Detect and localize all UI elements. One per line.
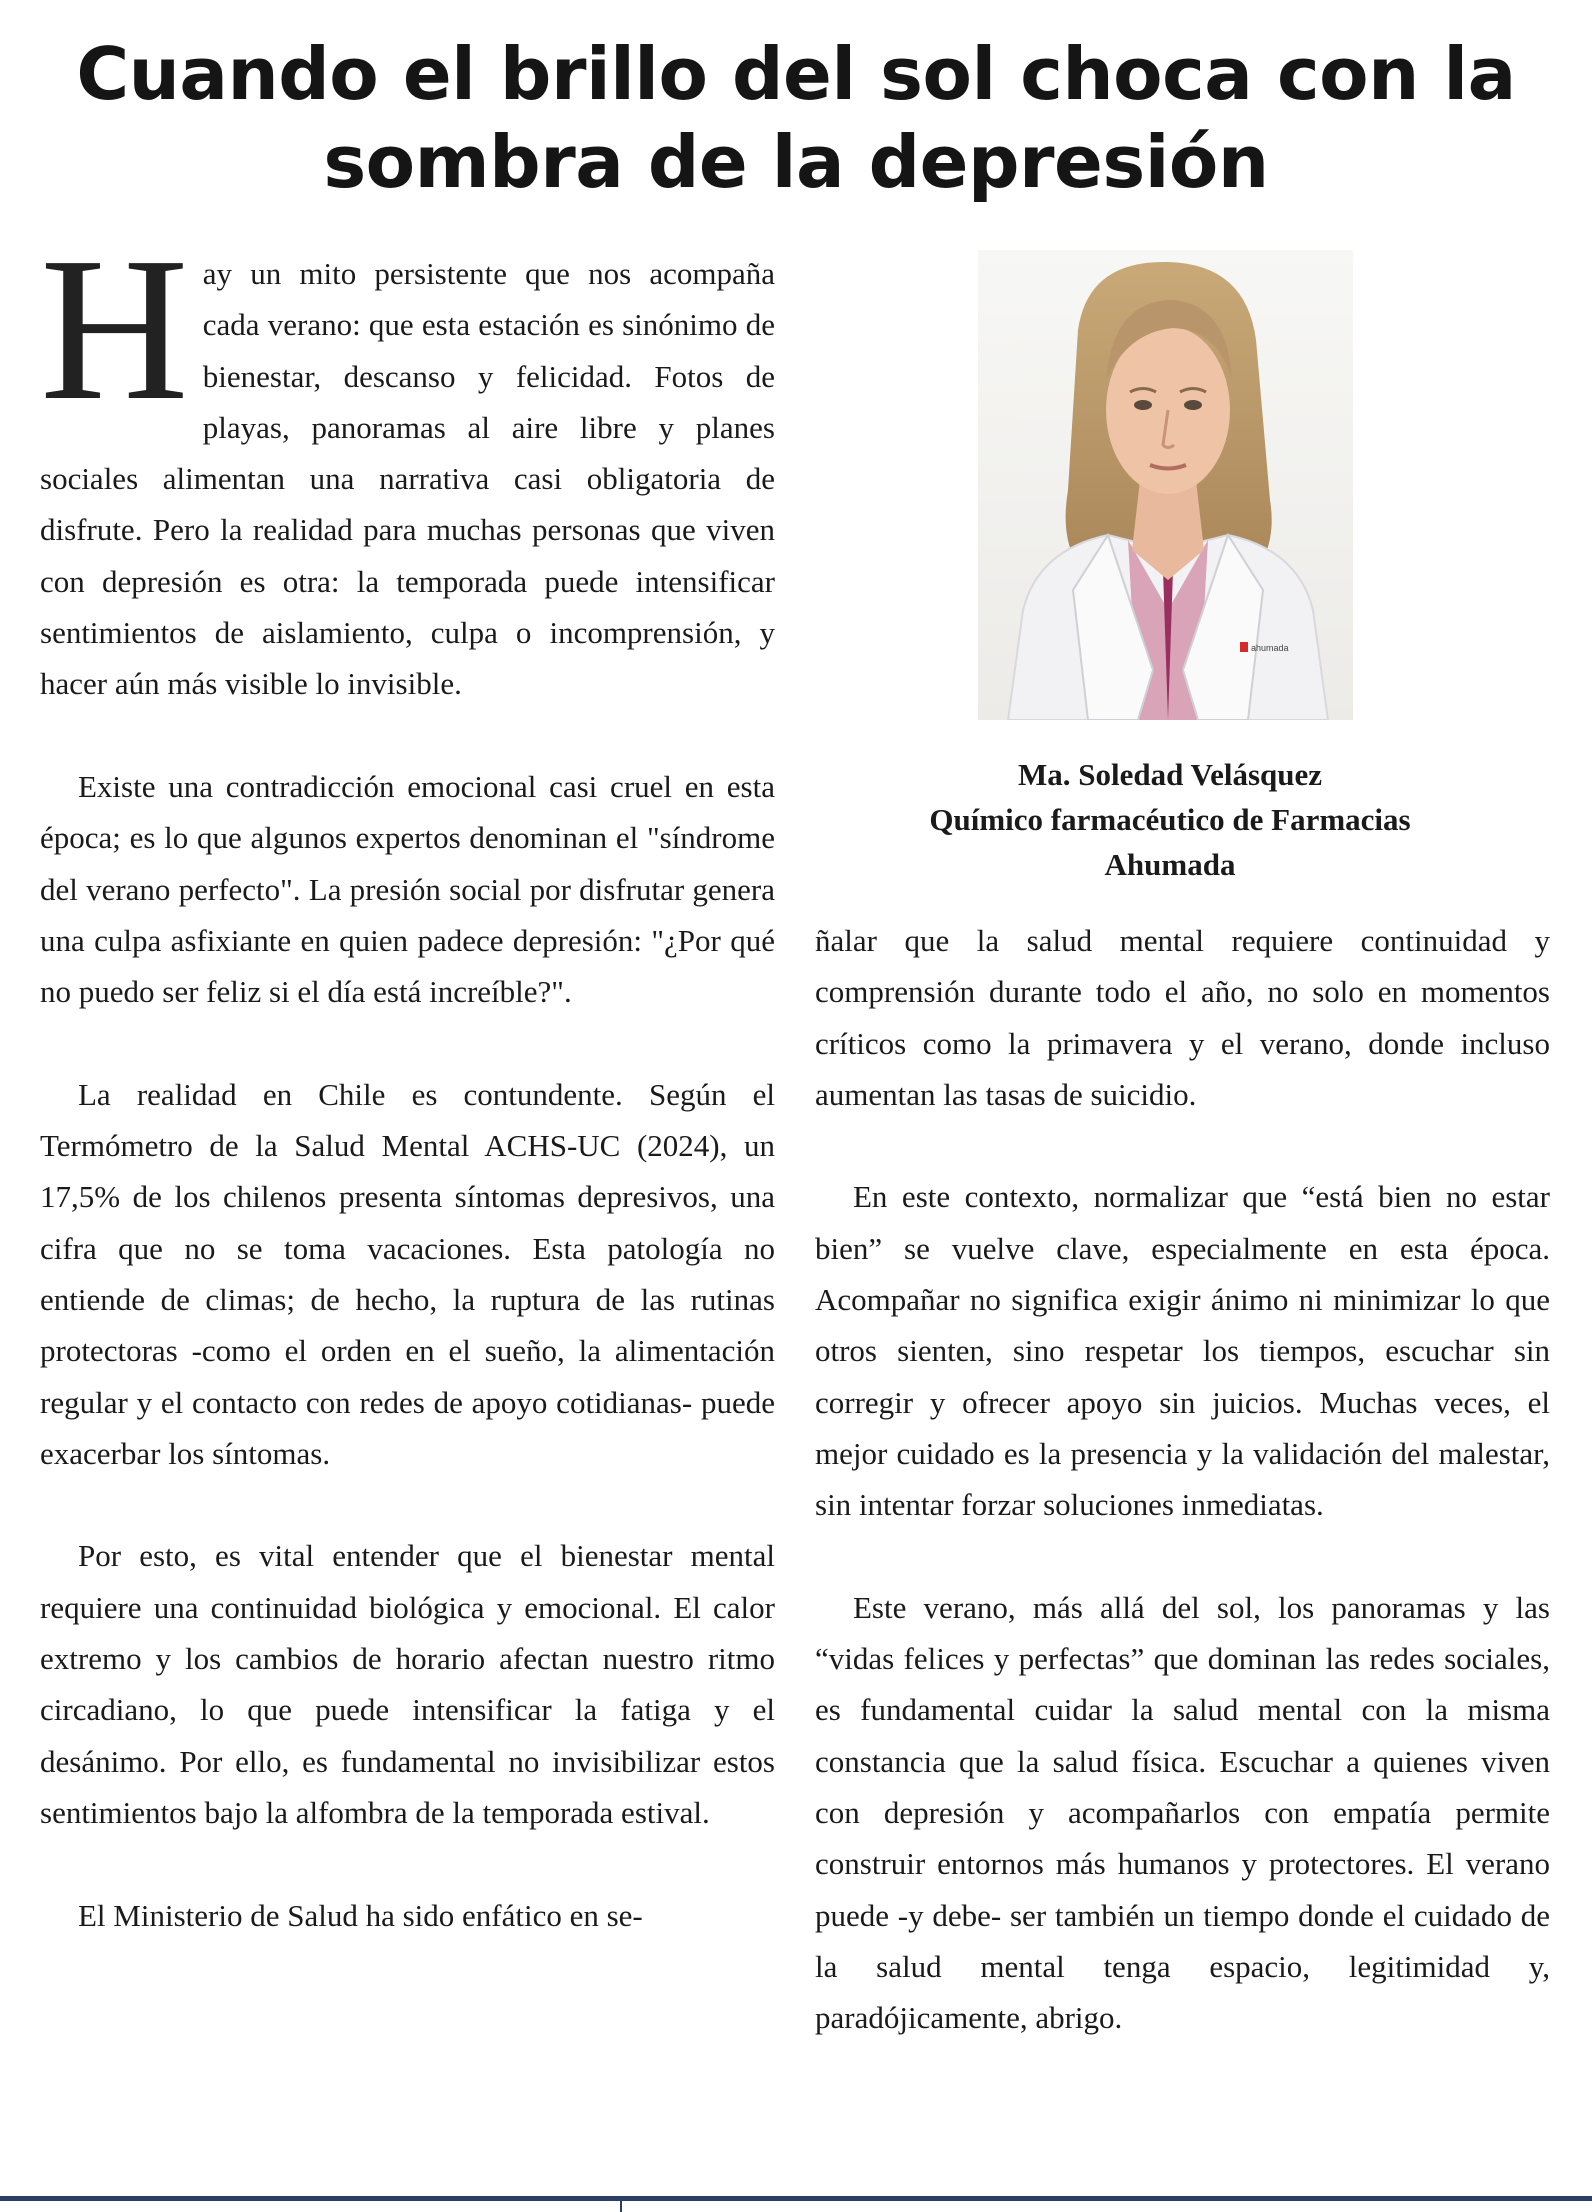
- ahumada-logo-icon: [1240, 642, 1248, 652]
- bottom-rule: [0, 2196, 1592, 2201]
- article-title: Cuando el brillo del sol choca con la sombra de la depresión: [76, 32, 1516, 204]
- author-caption: [860, 752, 1480, 887]
- paragraph-5-start: El Ministerio de Salud ha sido enfático en se-: [78, 1897, 643, 1933]
- paragraph-1: [40, 214, 775, 710]
- author-photo: [978, 250, 1353, 720]
- paragraph-5-continued: ñalar que la salud mental requiere continuidad y comprensión durante todo el año, no solo en momentos críticos como la primavera y el verano, donde incluso aumentan las tasas de suicidio.: [815, 923, 1550, 1112]
- coat-logo-text: ahumada: [1251, 643, 1289, 653]
- author-name: Ma. Soledad Velásquez: [1017, 757, 1323, 792]
- author-portrait-illustration: [978, 250, 1353, 720]
- paragraph-6: En este contexto, normalizar que “está bien no estar bien” se vuelve clave, especialmente en esta época. Acompañar no significa exigir ánimo ni minimizar lo que otros sienten, sino respetar los tiempos, escuchar sin corregir y ofrecer apoyo sin juicios. Muchas veces, el mejor cuidado es la presencia y la validación del malestar, sin intentar forzar soluciones inmediatas.: [815, 1179, 1550, 1523]
- article-column-left: [40, 214, 775, 1992]
- drop-cap: H: [40, 214, 189, 443]
- paragraph-4: Por esto, es vital entender que el bienestar mental requiere una continuidad biológica y emocional. El calor extremo y los cambios de horario afectan nuestro ritmo circadiano, lo que puede intensificar la fatiga y el desánimo. Por ello, es fundamental no invisibilizar estos sentimientos bajo la alfombra de la temporada estival.: [40, 1538, 775, 1830]
- author-role-line-1: Químico farmacéutico de Farmacias: [929, 802, 1411, 837]
- bottom-column-divider: [620, 2196, 622, 2212]
- article-column-right: [815, 915, 1550, 2095]
- paragraph-7: Este verano, más allá del sol, los panoramas y las “vidas felices y perfectas” que dominan las redes sociales, es fundamental cuidar la salud mental con la misma constancia que la salud física. Escuchar a quienes viven con depresión y acompañarlos con empatía permite construir entornos más humanos y protectores. El verano puede -y debe- ser también un tiempo donde el cuidado de la salud mental tenga espacio, legitimidad y, paradójicamente, abrigo.: [815, 1589, 1550, 2036]
- paragraph-1-text: ay un mito persistente que nos acompaña cada verano: que esta estación es sinónimo de bienestar, descanso y felicidad. Fotos de playas, panoramas al aire libre y planes sociales alimentan una narrativa casi obligatoria de disfrute. Pero la realidad para muchas personas que viven con depresión es otra: la temporada puede intensificar sentimientos de aislamiento, culpa o incomprensión, y hacer aún más visible lo invisible.: [40, 256, 775, 702]
- paragraph-2: Existe una contradicción emocional casi cruel en esta época; es lo que algunos expertos denominan el "síndrome del verano perfecto". La presión social por disfrutar genera una culpa asfixiante en quien padece depresión: "¿Por qué no puedo ser feliz si el día está increíble?".: [40, 768, 775, 1010]
- paragraph-3: La realidad en Chile es contundente. Según el Termómetro de la Salud Mental ACHS-UC (2024), un 17,5% de los chilenos presenta síntomas depresivos, una cifra que no se toma vacaciones. Esta patología no entiende de climas; de hecho, la ruptura de las rutinas protectoras -como el orden en el sueño, la alimentación regular y el contacto con redes de apoyo cotidianas- puede exacerbar los síntomas.: [40, 1076, 775, 1471]
- author-role-line-2: Ahumada: [1104, 847, 1236, 882]
